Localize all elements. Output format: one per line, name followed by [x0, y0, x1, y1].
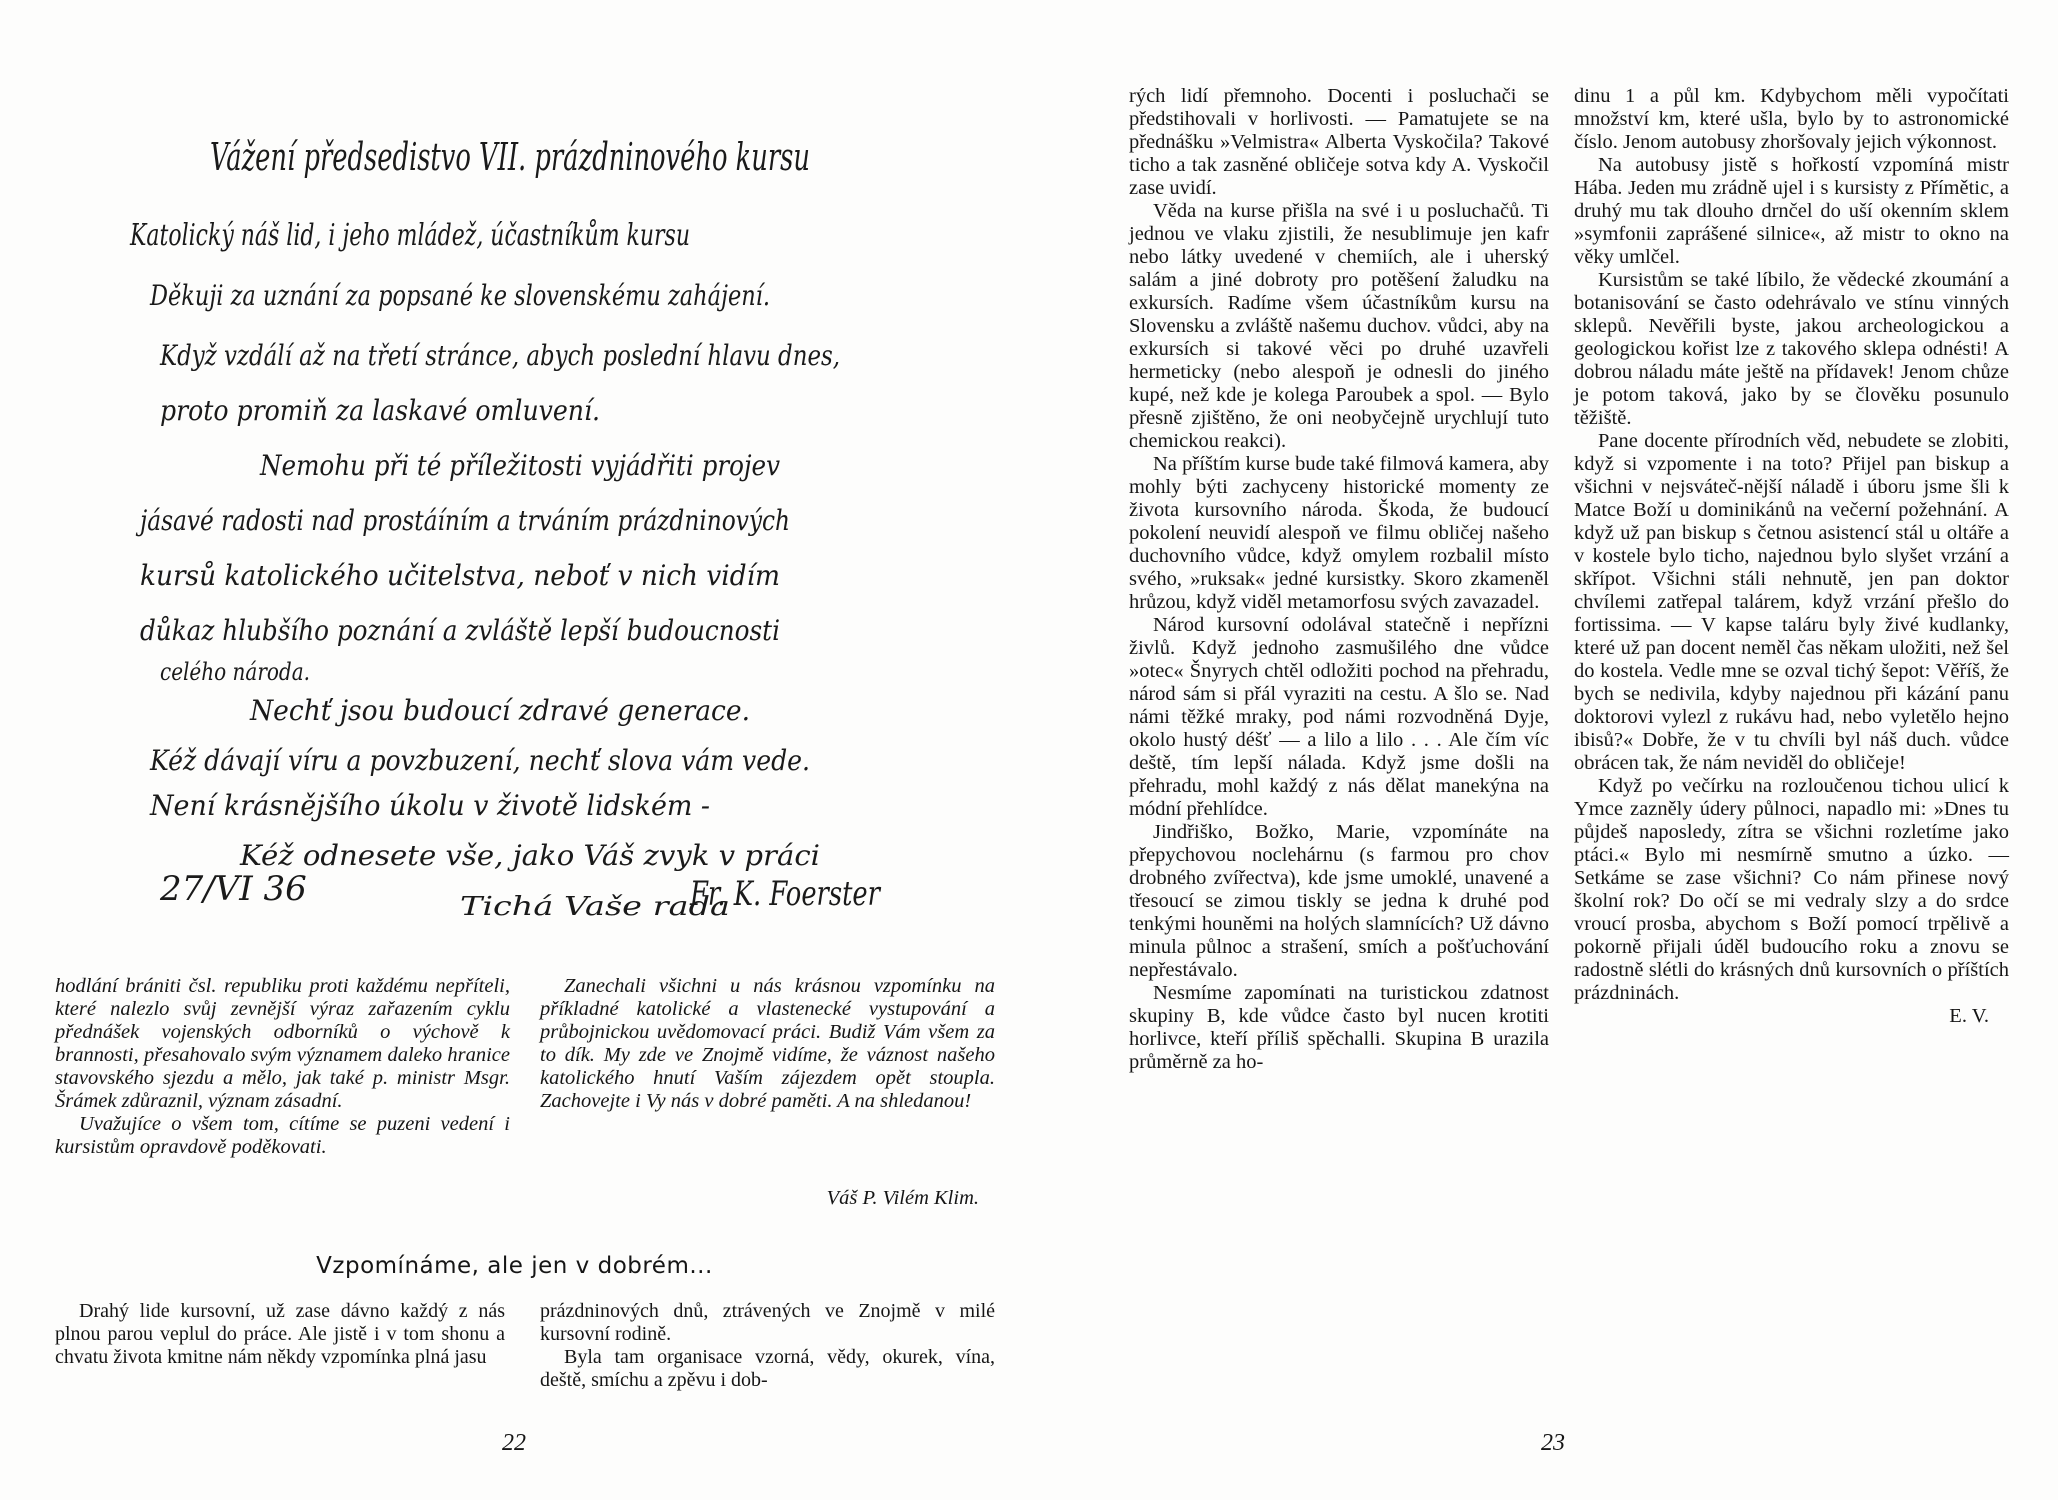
- page-number: 23: [1541, 1430, 1565, 1456]
- paragraph: Uvažujíce o všem tom, cítíme se puzeni vedení i kursistům opravdově poděkovati.: [55, 1113, 510, 1158]
- page-number: 22: [502, 1430, 526, 1456]
- right-page: [1029, 0, 2058, 1500]
- paragraph: prázdninových dnů, ztrávených ve Znojmě v milé kursovní rodině.: [540, 1300, 995, 1345]
- paragraph: Pane docente přírodních věd, nebudete se zlobiti, když si vzpomente i na toto? Přijel pan biskup a všichni v nejsváteč-nější náladě i úboru jsme šli k Matce Boží u dominikánů na večerní požehnání. A když už pan biskup s četnou asistencí stál u oltáře a v kostele bylo ticho, najednou bylo slyšet vrzání a skřípot. Všichni stáli nehnutě, jen pan doktor chvílemi zatřepal talárem, když vrzání přešlo do fortissima. — V kapse taláru byly živé kudlanky, které už pan docent neměl čas někam uložiti, než šel do kostela. Vedle mne se ozval tichý šepot: Věříš, že bych se nedivila, kdyby najednou při kázání panu doktorovi vylezl z rukávu had, nebo vyletělo hejno ibisů?« Dobře, že v tu chvíli byl náš duch. vůdce obrácen tak, že nám neviděl do obličeje!: [1574, 430, 2009, 774]
- article-heading: Vzpomínáme, ale jen v dobrém...: [316, 1253, 713, 1279]
- paragraph: Věda na kurse přišla na své i u posluchačů. Ti jednou ve vlaku zjistili, že nesublimuje jen kafr nebo látky uvedené v chemiích, ale i uherský salám a jiné dobroty pro potěšení žaludku na exkursích. Radíme všem účastníkům kursu na Slovensku a zvláště našemu duchov. vůdci, aby na exkursích si takové věci po druhé uzavřeli hermeticky (nebo alespoň je odnesli do jiného kupé, než kde je kolega Paroubek a spol. — Bylo přesně zjištěno, že oni neobyčejně urychlují tuto chemickou reakci).: [1129, 200, 1549, 452]
- handwritten-line: Tichá Vaše rada: [460, 892, 730, 922]
- article-col4: [1574, 85, 2009, 1028]
- handwritten-line: Kéž odnesete vše, jako Váš zvyk v práci: [238, 839, 820, 872]
- letter-continuation-col2: [540, 975, 995, 1113]
- handwritten-line: celého národa.: [160, 658, 310, 686]
- paragraph: Drahý lide kursovní, už zase dávno každý z nás plnou parou veplul do práce. Ale jistě i v tom shonu a chvatu života kmitne nám někdy vzpomínka plná jasu: [55, 1300, 505, 1368]
- handwritten-line: důkaz hlubšího poznání a zvláště lepší budoucnosti: [140, 614, 780, 647]
- handwritten-date-signature: [130, 840, 910, 950]
- handwritten-line: proto promiň za laskavé omluvení.: [160, 394, 600, 427]
- paragraph: Když po večírku na rozloučenou tichou ulicí k Ymce zazněly údery půlnoci, napadlo mi: »Dnes tu půjdeš naposledy, zítra se všichni rozletíme jako ptáci.« Bylo mi nesmírně smutno a úzko. — Setkáme se zase všichni? Co nám přinese nový školní rok? Do očí se mi vedraly slzy a do srdce vroucí prosba, abychom s Boží pomocí trpělivě a pokorně přijali úděl budoucího roku a znovu se radostně slétli do krásných dnů kursovních o příštích prázdninách.: [1574, 775, 2009, 1004]
- paragraph: Zanechali všichni u nás krásnou vzpomínku na příkladné katolické a vlastenecké vystupování a průbojnickou uvědomovací práci. Budiž Vám všem za to dík. My zde ve Znojmě vidíme, že váznost našeho katolického hnutí Vaším zájezdem opět stoupla. Zachovejte i Vy nás v dobré paměti. A na shledanou!: [540, 975, 995, 1112]
- article-col1: [55, 1300, 505, 1369]
- paragraph: Národ kursovní odolával statečně i nepřízni živlů. Když jednoho zasmušilého dne vůdce »otec« Šnyrych chtěl odložiti pochod na přehradu, národ sám si přál vyraziti na cestu. A šlo se. Nad námi těžké mraky, pod námi rozvodněná Dyje, okolo hustý déšť — a lilo a lilo . . . Ale čím víc deště, tím lepší nálada. Když jsme došli na přehradu, mohl každý z nás dělat manekýna na módní přehlídce.: [1129, 614, 1549, 820]
- handwritten-line: Vážení předsedistvo VII. prázdninového kursu: [210, 135, 810, 179]
- paragraph: Na příštím kurse bude také filmová kamera, aby mohly býti zachyceny historické momenty ze života kursovního národa. Škoda, že budoucí pokolení neuvidí alespoň ve filmu obličej našeho duchovního vůdce, když omylem rozbalil místo svého, »ruksak« jedné kursistky. Skoro zkameněl hrůzou, když viděl metamorfosu svých zavazadel.: [1129, 453, 1549, 613]
- letter-signature: Fr. K. Foerster: [689, 874, 882, 914]
- handwritten-letter: [130, 70, 890, 930]
- handwritten-line: Není krásnějšího úkolu v životě lidském -: [149, 789, 711, 822]
- paragraph: Jindřiško, Božko, Marie, vzpomínáte na přepychovou noclehárnu (s farmou pro chov drobného zvířectva), kde jsme umoklé, unavené a třesoucí se zimou tiskly se jedna k druhé pod tenkými houněmi na holých slamnících? Už dávno minula půlnoc a strašení, smích a pošťuchování nepřestávalo.: [1129, 821, 1549, 981]
- paragraph: Kursistům se také líbilo, že vědecké zkoumání a botanisování se často odehrávalo ve stínu vinných sklepů. Nevěřili byste, jakou archeologickou a geologickou kořist lze z takového sklepa odnésti! A dobrou náladu máte ještě na přídavek! Jenom chůze je potom taková, jako by se člověku posunulo těžiště.: [1574, 269, 2009, 429]
- handwritten-line: jásavé radosti nad prostáíním a trváním prázdninových: [135, 504, 790, 537]
- paragraph: Nesmíme zapomínati na turistickou zdatnost skupiny B, kde vůdce často byl nucen krotiti horlivce, kteří příliš spěchalli. Skupina B urazila průměrně za ho-: [1129, 982, 1549, 1073]
- paragraph: dinu 1 a půl km. Kdybychom měli vypočítati množství km, které ušla, bylo by to astronomické číslo. Jenom autobusy zhoršovaly jejich výkonnost.: [1574, 85, 2009, 153]
- letter-continuation-col1: [55, 975, 510, 1159]
- article-col2: [540, 1300, 995, 1392]
- handwritten-line: kursů katolického učitelstva, neboť v nich vidím: [140, 559, 780, 592]
- paragraph: rých lidí přemnoho. Docenti i posluchači se předstihovali v horlivosti. — Pamatujete se na přednášku »Velmistra« Alberta Vyskočila? Takové ticho a tak zasněné obličeje sotva kdy A. Vyskočil zase uvidí.: [1129, 85, 1549, 199]
- handwritten-line: Nemohu při té příležitosti vyjádřiti projev: [259, 449, 781, 482]
- author-initials: E. V.: [1949, 1005, 1989, 1027]
- closing-signature: Váš P. Vilém Klim.: [826, 1187, 979, 1209]
- handwritten-line: Kéž dávají víru a povzbuzení, nechť slova vám vede.: [149, 744, 810, 777]
- handwritten-line: Nechť jsou budoucí zdravé generace.: [249, 694, 750, 727]
- letter-date: 27/VI 36: [160, 869, 307, 909]
- handwritten-line: Katolický náš lid, i jeho mládež, účastníkům kursu: [129, 218, 691, 253]
- paragraph: Byla tam organisace vzorná, vědy, okurek, vína, deště, smíchu a zpěvu i dob-: [540, 1346, 995, 1391]
- paragraph: Na autobusy jistě s hořkostí vzpomíná mistr Hába. Jeden mu zrádně ujel i s kursisty z Přímětic, a druhý mu tak dlouho drnčel do uší okenním sklem »symfonii zaprášené silnice«, až mistr to okno na věky umlčel.: [1574, 154, 2009, 268]
- article-col3: [1129, 85, 1549, 1074]
- paragraph: hodlání brániti čsl. republiku proti každému nepříteli, které nalezlo svůj zevnější výraz zařazením cyklu přednášek vojenských odborníků o výchově k brannosti, přesahovalo svým významem daleko hranice stavovského sjezdu a mělo, jak také p. ministr Msgr. Šrámek zdůraznil, význam zásadní.: [55, 975, 510, 1112]
- handwritten-line: Děkuji za uznání za popsané ke slovenskému zahájení.: [149, 279, 771, 312]
- handwritten-line: Když vzdálí až na třetí stránce, abych poslední hlavu dnes,: [159, 339, 840, 372]
